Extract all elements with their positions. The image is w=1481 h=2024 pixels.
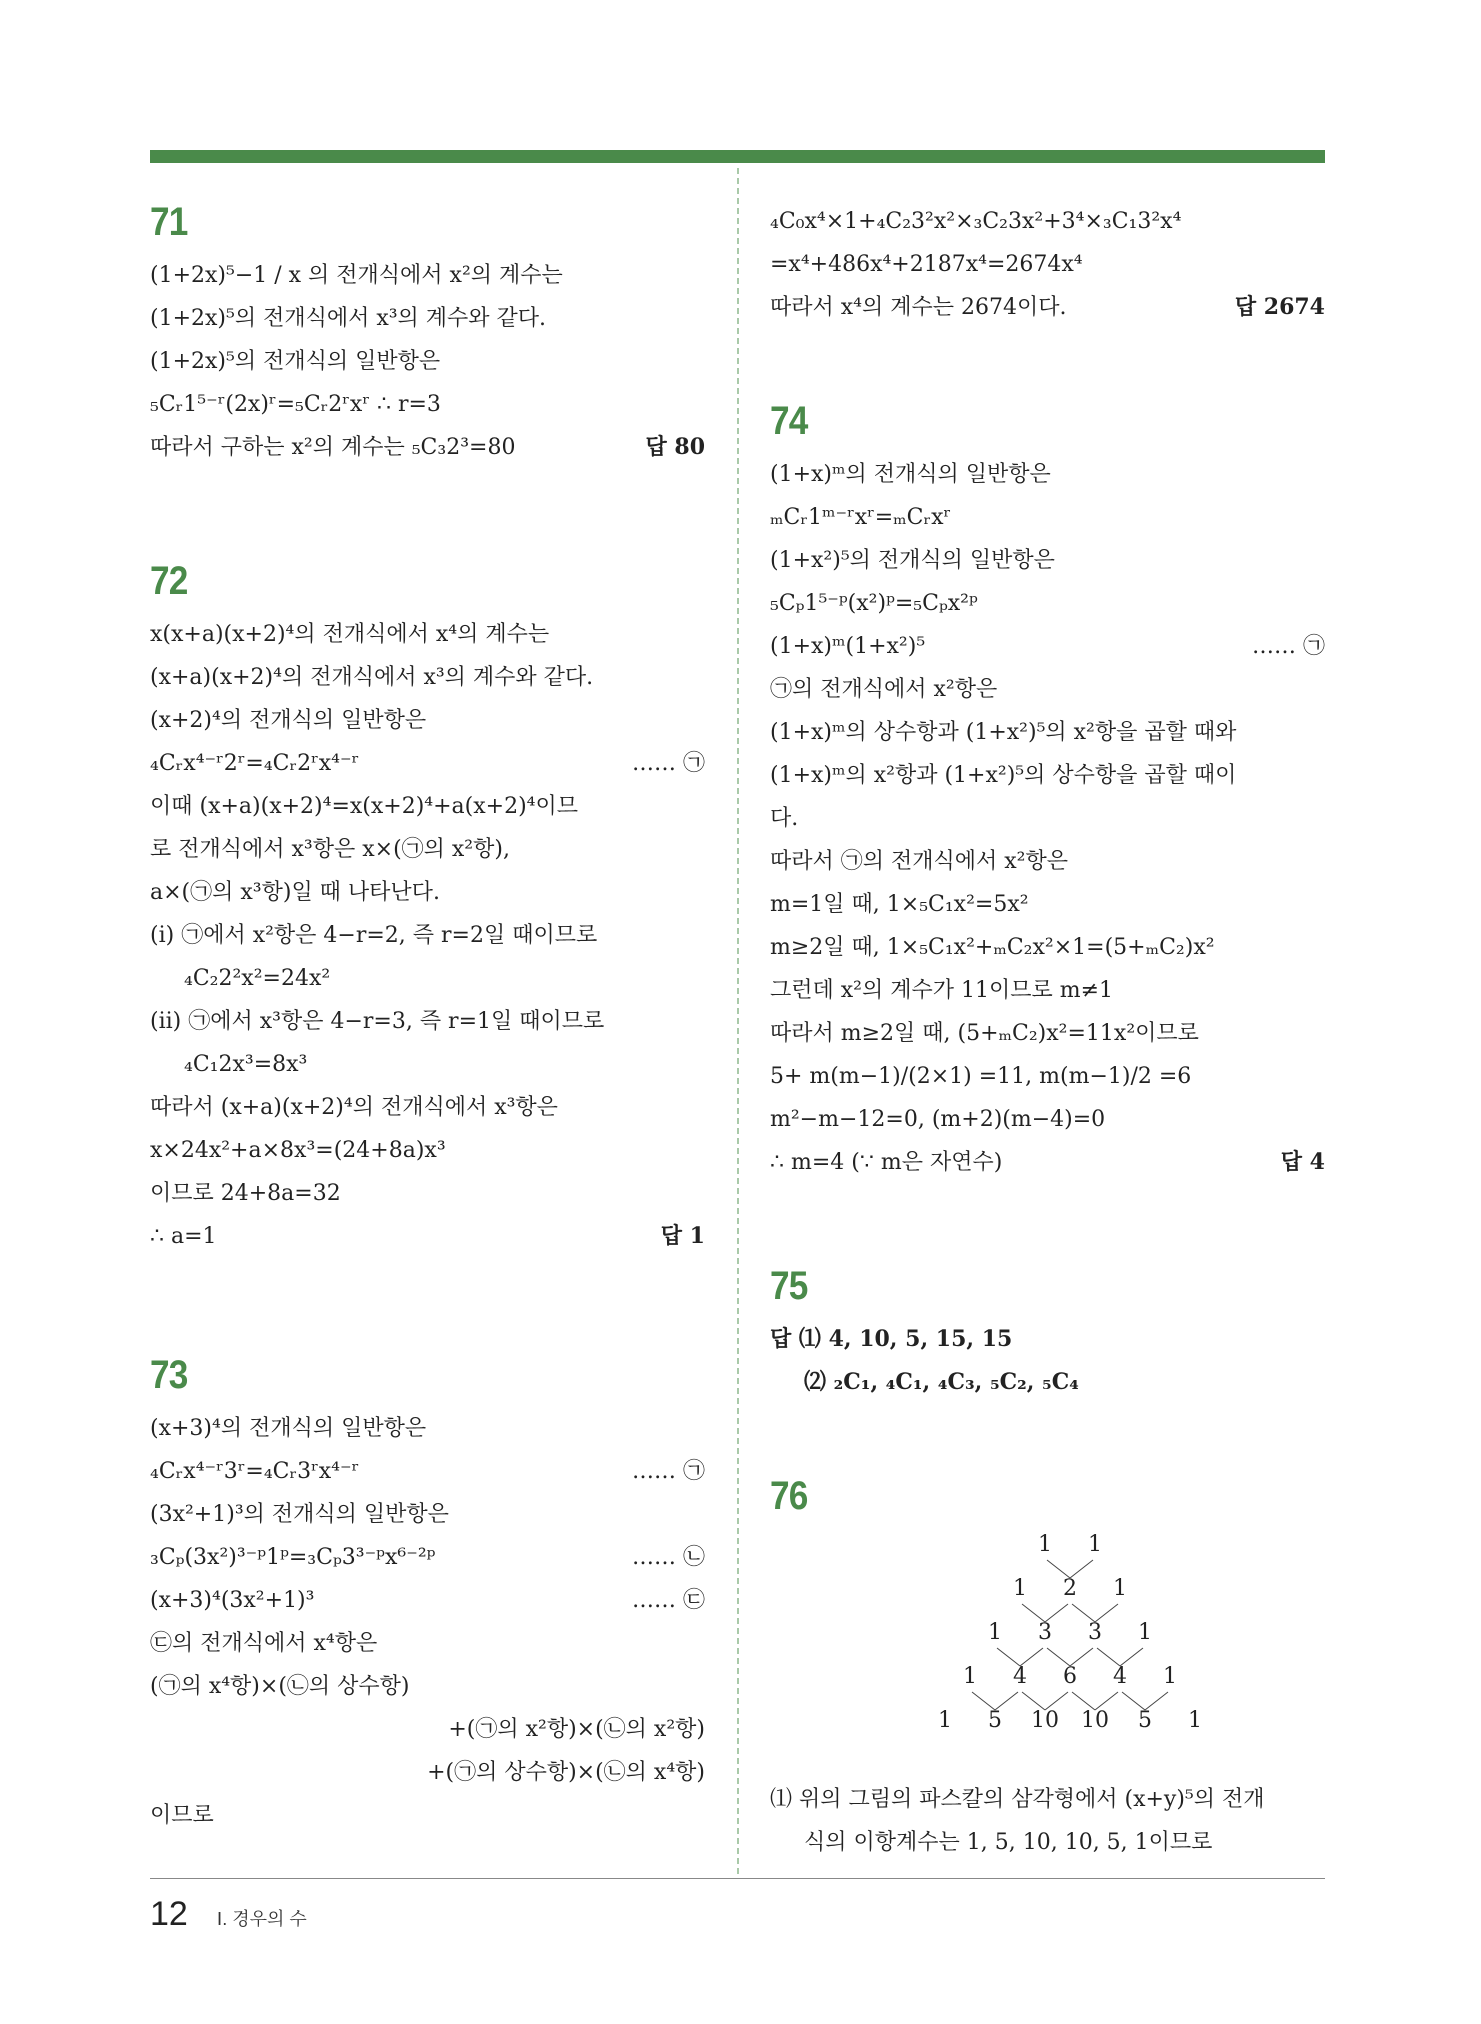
problem-number: 72 (150, 559, 188, 603)
solution-line: (1+x²)⁵의 전개식의 일반항은 (770, 548, 1055, 573)
problem-number: 71 (150, 200, 188, 244)
pascal-value: 1 (963, 1664, 977, 1689)
solution-line: +(㉠의 x²항)×(㉡의 x²항) (448, 1717, 705, 1742)
solution-line: (x+3)⁴의 전개식의 일반항은 (150, 1416, 427, 1441)
solution-line: (3x²+1)³의 전개식의 일반항은 (150, 1502, 449, 1527)
problem-number: 75 (770, 1264, 808, 1308)
solution-line: m≥2일 때, 1×₅C₁x²+ₘC₂x²×1=(5+ₘC₂)x² (770, 935, 1215, 960)
solution-line: (ⅱ) ㉠에서 x³항은 4−r=3, 즉 r=1일 때이므로 (150, 1009, 605, 1034)
solution-line (770, 286, 1325, 329)
solution-line: 그런데 x²의 계수가 11이므로 m≠1 (770, 978, 1114, 1003)
solution-line: 다. (770, 806, 799, 831)
problem-75 (770, 1264, 1325, 1404)
pascal-value: 1 (988, 1620, 1002, 1645)
problem-73-continued (770, 200, 1325, 329)
answer-label: 답 4 (1280, 1149, 1325, 1175)
solution-line (770, 1141, 1325, 1184)
pascal-value: 5 (988, 1708, 1002, 1733)
solution-line: ₘCᵣ1ᵐ⁻ʳxʳ=ₘCᵣxʳ (770, 505, 952, 530)
pascal-value: 6 (1063, 1664, 1077, 1689)
solution-line (770, 625, 1325, 668)
equation-tag: …… ㉢ (632, 1588, 705, 1613)
solution-line: (1+x)ᵐ의 상수항과 (1+x²)⁵의 x²항을 곱할 때와 (770, 720, 1237, 745)
solution-line: ₄C₂2²x²=24x² (184, 966, 331, 991)
solution-line: x(x+a)(x+2)⁴의 전개식에서 x⁴의 계수는 (150, 622, 550, 647)
solution-text: ∴ a=1 (150, 1224, 217, 1249)
solution-text: ₄Cᵣx⁴⁻ʳ2ʳ=₄Cᵣ2ʳx⁴⁻ʳ (150, 751, 360, 776)
pascal-value: 10 (1081, 1708, 1109, 1733)
solution-line: ㉠의 전개식에서 x²항은 (770, 677, 998, 702)
answer-label: 답 80 (645, 434, 705, 460)
answer-line: 답 ⑴ 4, 10, 5, 15, 15 (770, 1326, 1013, 1352)
solution-line: ₄C₁2x³=8x³ (184, 1052, 308, 1077)
answer-label: 답 1 (660, 1223, 705, 1249)
solution-line: (x+2)⁴의 전개식의 일반항은 (150, 708, 427, 733)
pascal-value: 1 (1138, 1620, 1152, 1645)
problem-71 (150, 200, 705, 469)
pascal-value: 3 (1088, 1620, 1102, 1645)
pascal-value: 1 (1013, 1576, 1027, 1601)
solution-line: 식의 이항계수는 1, 5, 10, 10, 5, 1이므로 (804, 1830, 1213, 1855)
pascal-value: 1 (938, 1708, 952, 1733)
solution-line: m²−m−12=0, (m+2)(m−4)=0 (770, 1107, 1106, 1132)
pascal-value: 1 (1088, 1532, 1102, 1557)
solution-line: 로 전개식에서 x³항은 x×(㉠의 x²항), (150, 837, 510, 862)
equation-tag: …… ㉠ (1252, 634, 1325, 659)
solution-line: (1+2x)⁵−1 / x 의 전개식에서 x²의 계수는 (150, 263, 563, 288)
solution-line: (1+x)ᵐ의 전개식의 일반항은 (770, 462, 1051, 487)
problem-number: 76 (770, 1474, 808, 1518)
pascal-value: 3 (1038, 1620, 1052, 1645)
pascal-value: 10 (1031, 1708, 1059, 1733)
solution-line: m=1일 때, 1×₅C₁x²=5x² (770, 892, 1029, 917)
left-column (150, 200, 705, 1907)
solution-line (150, 1579, 705, 1622)
solution-text: (1+x)ᵐ(1+x²)⁵ (770, 634, 926, 659)
problem-number: 73 (150, 1353, 188, 1397)
pascal-value: 5 (1138, 1708, 1152, 1733)
pascal-value: 4 (1113, 1664, 1127, 1689)
solution-line: ₅Cₚ1⁵⁻ᵖ(x²)ᵖ=₅Cₚx²ᵖ (770, 591, 978, 616)
solution-line: (1+2x)⁵의 전개식에서 x³의 계수와 같다. (150, 306, 547, 331)
solution-line: 따라서 m≥2일 때, (5+ₘC₂)x²=11x²이므로 (770, 1021, 1199, 1046)
answer-label: 답 2674 (1234, 294, 1325, 320)
problem-74 (770, 399, 1325, 1184)
solution-line (150, 1450, 705, 1493)
solution-line: 이때 (x+a)(x+2)⁴=x(x+2)⁴+a(x+2)⁴이므 (150, 794, 578, 819)
pascal-value: 1 (1163, 1664, 1177, 1689)
pascal-value: 2 (1063, 1576, 1077, 1601)
solution-line: =x⁴+486x⁴+2187x⁴=2674x⁴ (770, 252, 1083, 277)
column-divider (737, 168, 739, 1874)
solution-line: (㉠의 x⁴항)×(㉡의 상수항) (150, 1674, 410, 1699)
solution-line: ₅Cᵣ1⁵⁻ʳ(2x)ʳ=₅Cᵣ2ʳxʳ ∴ r=3 (150, 392, 441, 417)
pascal-connectors (770, 1528, 1325, 1778)
solution-line: +(㉠의 상수항)×(㉡의 x⁴항) (427, 1760, 705, 1785)
solution-line: 이므로 (150, 1803, 214, 1828)
page-footer (150, 1895, 307, 1934)
solution-line: (1+2x)⁵의 전개식의 일반항은 (150, 349, 441, 374)
solution-line (150, 1215, 705, 1258)
page-number: 12 (150, 1895, 188, 1933)
problem-number: 74 (770, 399, 808, 443)
header-bar (150, 150, 1325, 163)
problem-73 (150, 1353, 705, 1837)
equation-tag: …… ㉡ (632, 1545, 705, 1570)
solution-text: (x+3)⁴(3x²+1)³ (150, 1588, 315, 1613)
solution-line (150, 426, 705, 469)
pascal-value: 1 (1113, 1576, 1127, 1601)
solution-text: 따라서 구하는 x²의 계수는 ₅C₃2³=80 (150, 435, 516, 460)
pascal-value: 1 (1038, 1532, 1052, 1557)
solution-line: (ⅰ) ㉠에서 x²항은 4−r=2, 즉 r=2일 때이므로 (150, 923, 598, 948)
solution-text: 따라서 x⁴의 계수는 2674이다. (770, 295, 1067, 320)
pascal-triangle (770, 1528, 1325, 1778)
chapter-title: Ⅰ. 경우의 수 (216, 1909, 307, 1929)
solution-line (150, 742, 705, 785)
solution-line: (x+a)(x+2)⁴의 전개식에서 x³의 계수와 같다. (150, 665, 594, 690)
solution-line: a×(㉠의 x³항)일 때 나타난다. (150, 880, 440, 905)
pascal-value: 4 (1013, 1664, 1027, 1689)
equation-tag: …… ㉠ (632, 1459, 705, 1484)
solution-line: 따라서 ㉠의 전개식에서 x²항은 (770, 849, 1068, 874)
solution-line: 이므로 24+8a=32 (150, 1181, 341, 1206)
solution-line (150, 1536, 705, 1579)
answer-line: ⑵ ₂C₁, ₄C₁, ₄C₃, ₅C₂, ₅C₄ (804, 1369, 1079, 1395)
pascal-value: 1 (1188, 1708, 1202, 1733)
equation-tag: …… ㉠ (632, 751, 705, 776)
solution-line: x×24x²+a×8x³=(24+8a)x³ (150, 1138, 446, 1163)
solution-line: (1+x)ᵐ의 x²항과 (1+x²)⁵의 상수항을 곱할 때이 (770, 763, 1237, 788)
solution-text: ₄Cᵣx⁴⁻ʳ3ʳ=₄Cᵣ3ʳx⁴⁻ʳ (150, 1459, 360, 1484)
solution-line: ⑴ 위의 그림의 파스칼의 삼각형에서 (x+y)⁵의 전개 (770, 1787, 1265, 1812)
problem-76 (770, 1474, 1325, 1864)
footer-rule (150, 1878, 1325, 1879)
solution-text: ∴ m=4 (∵ m은 자연수) (770, 1150, 1003, 1175)
solution-line: 5+ m(m−1)/(2×1) =11, m(m−1)/2 =6 (770, 1064, 1192, 1089)
solution-text: ₃Cₚ(3x²)³⁻ᵖ1ᵖ=₃Cₚ3³⁻ᵖx⁶⁻²ᵖ (150, 1545, 436, 1570)
solution-line: ㉢의 전개식에서 x⁴항은 (150, 1631, 378, 1656)
right-column (770, 200, 1325, 1934)
problem-72 (150, 559, 705, 1258)
solution-line: 따라서 (x+a)(x+2)⁴의 전개식에서 x³항은 (150, 1095, 558, 1120)
solution-line: ₄C₀x⁴×1+₄C₂3²x²×₃C₂3x²+3⁴×₃C₁3²x⁴ (770, 209, 1182, 234)
